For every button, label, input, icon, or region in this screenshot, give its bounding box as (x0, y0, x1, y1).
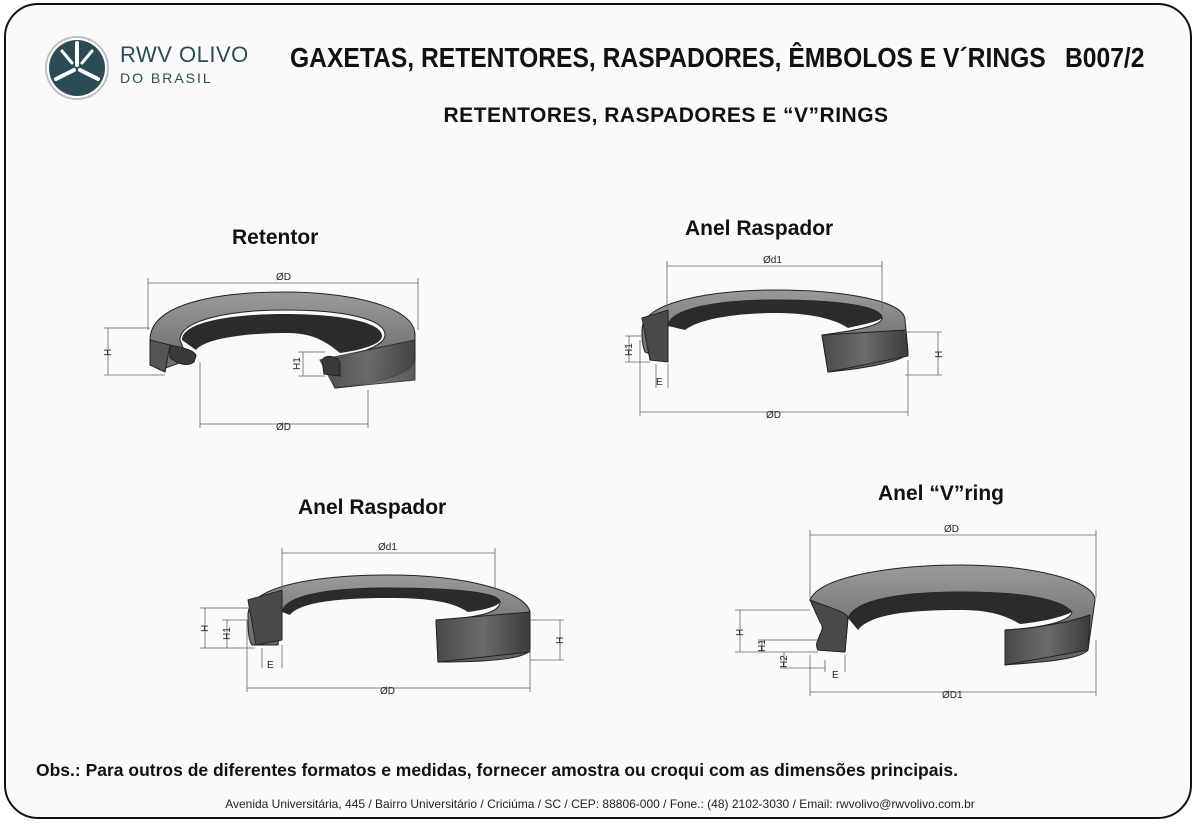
anel-raspador-2-dim-h: H (555, 636, 566, 644)
anel-vring-dim-h2: H2 (779, 655, 790, 668)
footer-address: Avenida Universitária, 445 / Bairro Universitário / Criciúma / SC / CEP: 88806-000 / Fone.: (48) 2102-3030 / Email: rwvolivo@rwvolivo.com.br (225, 797, 975, 811)
page-title: GAXETAS, RETENTORES, RASPADORES, ÊMBOLOS E V´RINGS (290, 42, 1046, 73)
anel-raspador-1-dim-top: Ød1 (763, 255, 782, 266)
anel-vring-dim-h: H (735, 628, 746, 636)
part-title-anel-raspador-2: Anel Raspador (298, 496, 447, 519)
part-title-anel-raspador-1: Anel Raspador (685, 217, 834, 240)
anel-raspador-1-dim-bottom: ØD (766, 410, 781, 421)
anel-vring-dim-top: ØD (944, 524, 959, 535)
anel-vring-dim-e: E (832, 670, 839, 681)
retentor-dim-bottom: ØD (276, 422, 291, 433)
footer-note: Obs.: Para outros de diferentes formatos e medidas, fornecer amostra ou croqui com as dimensões principais. (36, 760, 958, 780)
retentor-dim-h: H (103, 348, 114, 356)
retentor-dim-top: ØD (276, 272, 291, 283)
anel-raspador-1-drawing (624, 255, 945, 421)
anel-raspador-2-drawing (200, 542, 566, 697)
anel-vring-dim-bottom: ØD1 (942, 690, 963, 701)
anel-raspador-1-dim-h1: H1 (624, 343, 635, 356)
anel-raspador-1-dim-h: H (934, 350, 945, 358)
anel-raspador-2-dim-top: Ød1 (378, 542, 397, 553)
page-subtitle: RETENTORES, RASPADORES E “V”RINGS (443, 104, 889, 127)
retentor-dim-h1: H1 (292, 357, 303, 370)
brand-line1: RWV OLIVO (120, 42, 249, 67)
catalog-code: B007/2 (1065, 42, 1145, 73)
anel-vring-dim-h1: H1 (757, 639, 768, 652)
part-title-anel-vring: Anel “V”ring (878, 482, 1005, 505)
anel-raspador-2-dim-bottom: ØD (380, 686, 395, 697)
anel-raspador-2-dim-e: E (267, 660, 274, 671)
retentor-drawing (103, 272, 418, 433)
anel-raspador-1-dim-e: E (656, 377, 663, 388)
anel-raspador-2-dim-h1: H1 (222, 627, 233, 640)
part-title-retentor: Retentor (232, 226, 319, 249)
brand-line2: DO BRASIL (120, 70, 213, 86)
anel-vring-drawing (735, 524, 1096, 701)
anel-raspador-2-dim-h-left: H (200, 624, 211, 632)
